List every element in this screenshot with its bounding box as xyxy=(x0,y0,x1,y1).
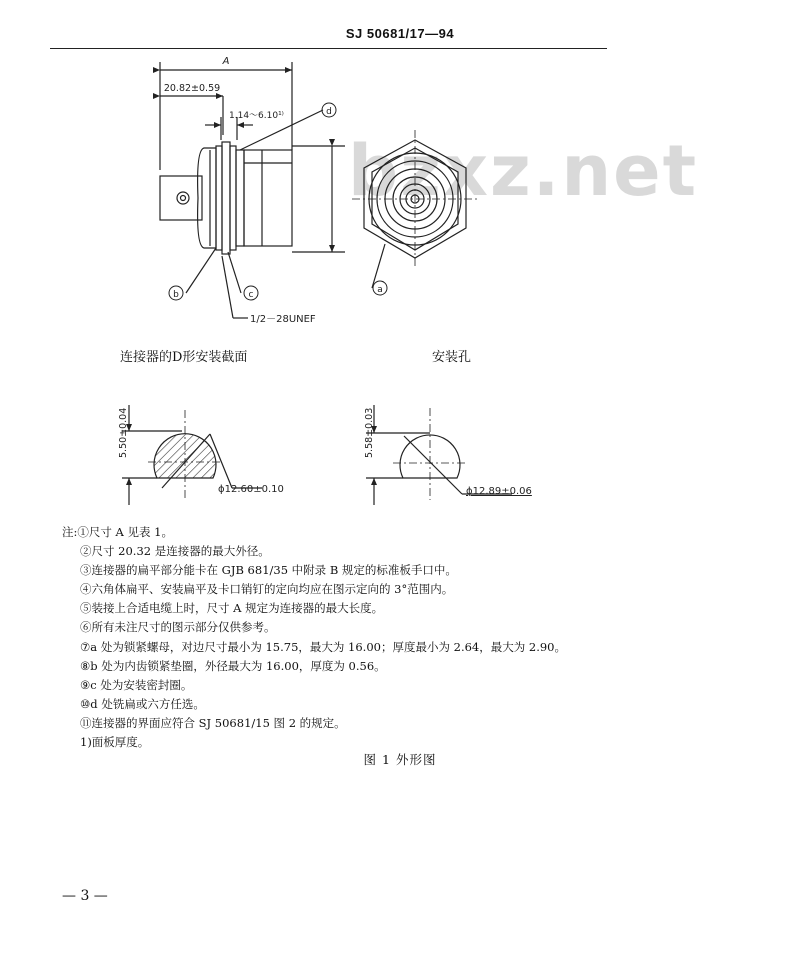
notes-block xyxy=(62,523,566,752)
dim-1289-label: ϕ12.89±0.06 xyxy=(466,486,532,497)
callout-d-label: d xyxy=(326,107,332,117)
note-4: ④六角体扁平、安装扁平及卡口销钉的定向均应在图示定向的 3°范围内。 xyxy=(80,582,454,597)
connector-side-view xyxy=(160,62,345,318)
note-10: ⑩d 处铣扁或六方任选。 xyxy=(80,696,205,711)
callout-c-label: c xyxy=(248,290,254,300)
note-11: ⑪连接器的界面应符合 SJ 50681/15 图 2 的规定。 xyxy=(80,715,346,730)
note-7: ⑦a 处为锁紧螺母，对边尺寸最小为 15.75，最大为 16.00；厚度最小为 2.64，最大为 2.90。 xyxy=(80,639,566,654)
callout-a-label: a xyxy=(377,285,383,295)
watermark: bzxz.net xyxy=(348,130,699,212)
dim-panel-label: 1.14～6.10¹⁾ xyxy=(229,111,284,121)
callout-b-label: b xyxy=(173,290,179,300)
page-number: — 3 — xyxy=(62,888,108,904)
d-section-caption: 连接器的D形安装截面 xyxy=(120,350,248,365)
document-number-header: SJ 50681/17—94 xyxy=(345,26,455,41)
figure-caption: 图 1 外形图 xyxy=(363,752,437,767)
note-footnote: 1)面板厚度。 xyxy=(80,735,150,750)
note-3: ③连接器的扁平部分能卡在 GJB 681/35 中附录 B 规定的标准板手口中。 xyxy=(80,563,457,578)
note-2: ②尺寸 20.32 是连接器的最大外径。 xyxy=(80,544,270,559)
mount-hole-caption: 安装孔 xyxy=(432,350,472,365)
dim-2082-label: 20.82±0.59 xyxy=(163,83,221,94)
note-6: ⑥所有未注尺寸的图示部分仅供参考。 xyxy=(80,620,276,635)
note-9: ⑨c 处为安装密封圈。 xyxy=(80,677,193,692)
dim-550-label: 5.50±0.04 xyxy=(118,407,129,458)
dim-1260-label: ϕ12.60±0.10 xyxy=(218,484,284,495)
note-5: ⑤装接上合适电缆上时，尺寸 A 规定为连接器的最大长度。 xyxy=(80,601,384,616)
note-1: 注:①尺寸 A 见表 1。 xyxy=(62,525,173,539)
thread-label: 1/2－28UNEF xyxy=(250,314,316,325)
dim-558-label: 5.58±0.03 xyxy=(364,407,375,458)
dim-a-label: A xyxy=(222,56,230,67)
connector-front-view xyxy=(352,130,478,295)
note-8: ⑧b 处为内齿锁紧垫圈，外径最大为 16.00，厚度为 0.56。 xyxy=(80,658,386,673)
